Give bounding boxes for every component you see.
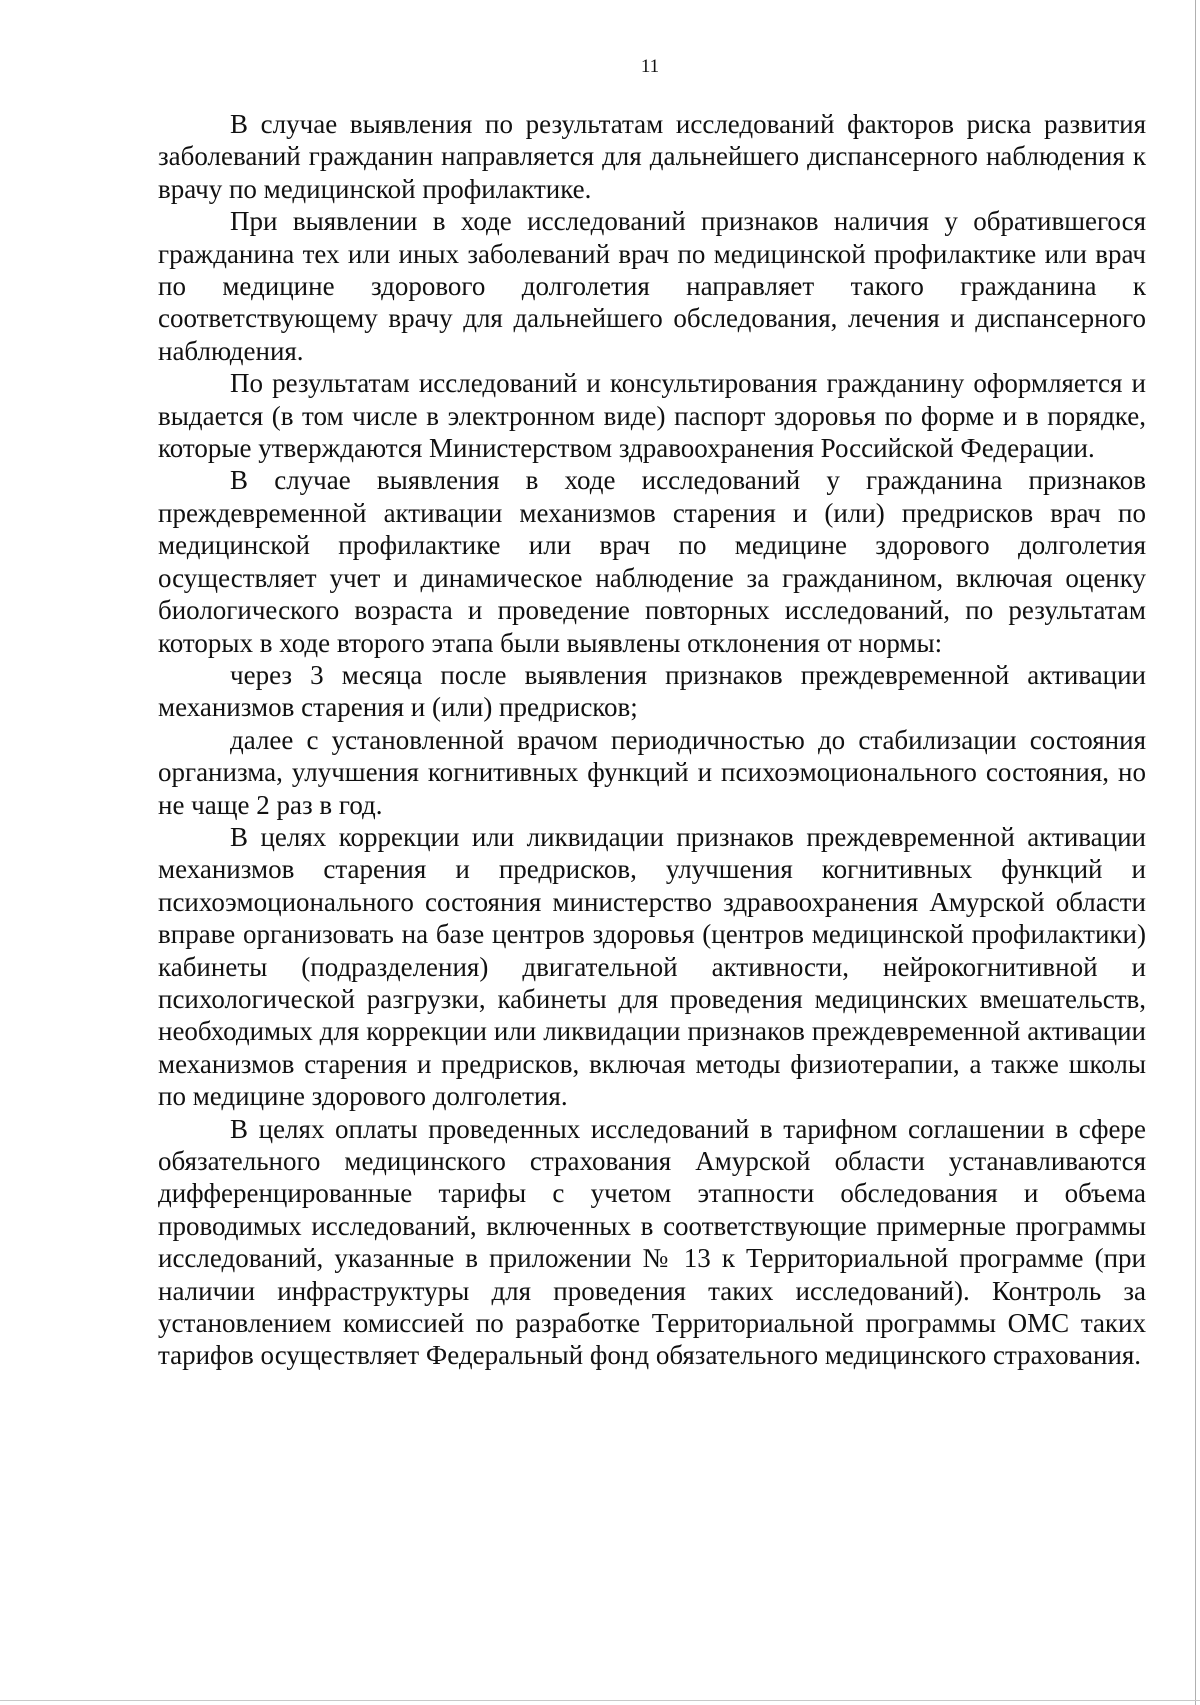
paragraph-aging-monitoring: В случае выявления в ходе исследований у гражданина признаков преждевременной активации механизмов старения и (или) предрисков врач по медицинской профилактике или врач по медицине здорового долголетия осуществляет учет и динамическое наблюдение за гражданином, включая оценку биологического возраста и проведение повторных исследований, по результатам которых в ходе второго этапа были выявлены отклонения от нормы:	[158, 465, 1146, 658]
paragraph-list-item-3-months: через 3 месяца после выявления признаков преждевременной активации механизмов старения и (или) предрисков;	[158, 659, 1146, 723]
document-body	[158, 108, 1146, 1372]
paragraph-correction-offices: В целях коррекции или ликвидации признаков преждевременной активации механизмов старения и предрисков, улучшения когнитивных функций и психоэмоционального состояния министерство здравоохранения Амурской области вправе организовать на базе центров здоровья (центров медицинской профилактики) кабинеты (подразделения) двигательной активности, нейрокогнитивной и психологической разгрузки, кабинеты для проведения медицинских вмешательств, необходимых для коррекции или ликвидации признаков преждевременной активации механизмов старения и предрисков, включая методы физиотерапии, а также школы по медицине здорового долголетия.	[158, 821, 1146, 1112]
scan-edge-right	[1195, 0, 1196, 1705]
paragraph-risk-factors: В случае выявления по результатам исследований факторов риска развития заболеваний гражданин направляется для дальнейшего диспансерного наблюдения к врачу по медицинской профилактике.	[158, 109, 1146, 204]
scan-edge-bottom	[0, 1700, 1200, 1701]
paragraph-disease-referral: При выявлении в ходе исследований признаков наличия у обратившегося гражданина тех или иных заболеваний врач по медицинской профилактике или врач по медицине здорового долголетия направляет такого гражданина к соответствующему врачу для дальнейшего обследования, лечения и диспансерного наблюдения.	[158, 206, 1146, 366]
paragraph-health-passport: По результатам исследований и консультирования гражданину оформляется и выдается (в том числе в электронном виде) паспорт здоровья по форме и в порядке, которые утверждаются Министерством здравоохранения Российской Федерации.	[158, 368, 1146, 464]
page-number: 11	[640, 56, 660, 77]
paragraph-list-item-periodicity: далее с установленной врачом периодичностью до стабилизации состояния организма, улучшения когнитивных функций и психоэмоционального состояния, но не чаще 2 раз в год.	[158, 724, 1146, 820]
paragraph-tariffs: В целях оплаты проведенных исследований в тарифном соглашении в сфере обязательного медицинского страхования Амурской области устанавливаются дифференцированные тарифы с учетом этапности обследования и объема проводимых исследований, включенных в соответствующие примерные программы исследований, указанные в приложении № 13 к Территориальной программе (при наличии инфраструктуры для проведения таких исследований). Контроль за установлением комиссией по разработке Территориальной программы ОМС таких тарифов осуществляет Федеральный фонд обязательного медицинского страхования.	[158, 1113, 1146, 1371]
